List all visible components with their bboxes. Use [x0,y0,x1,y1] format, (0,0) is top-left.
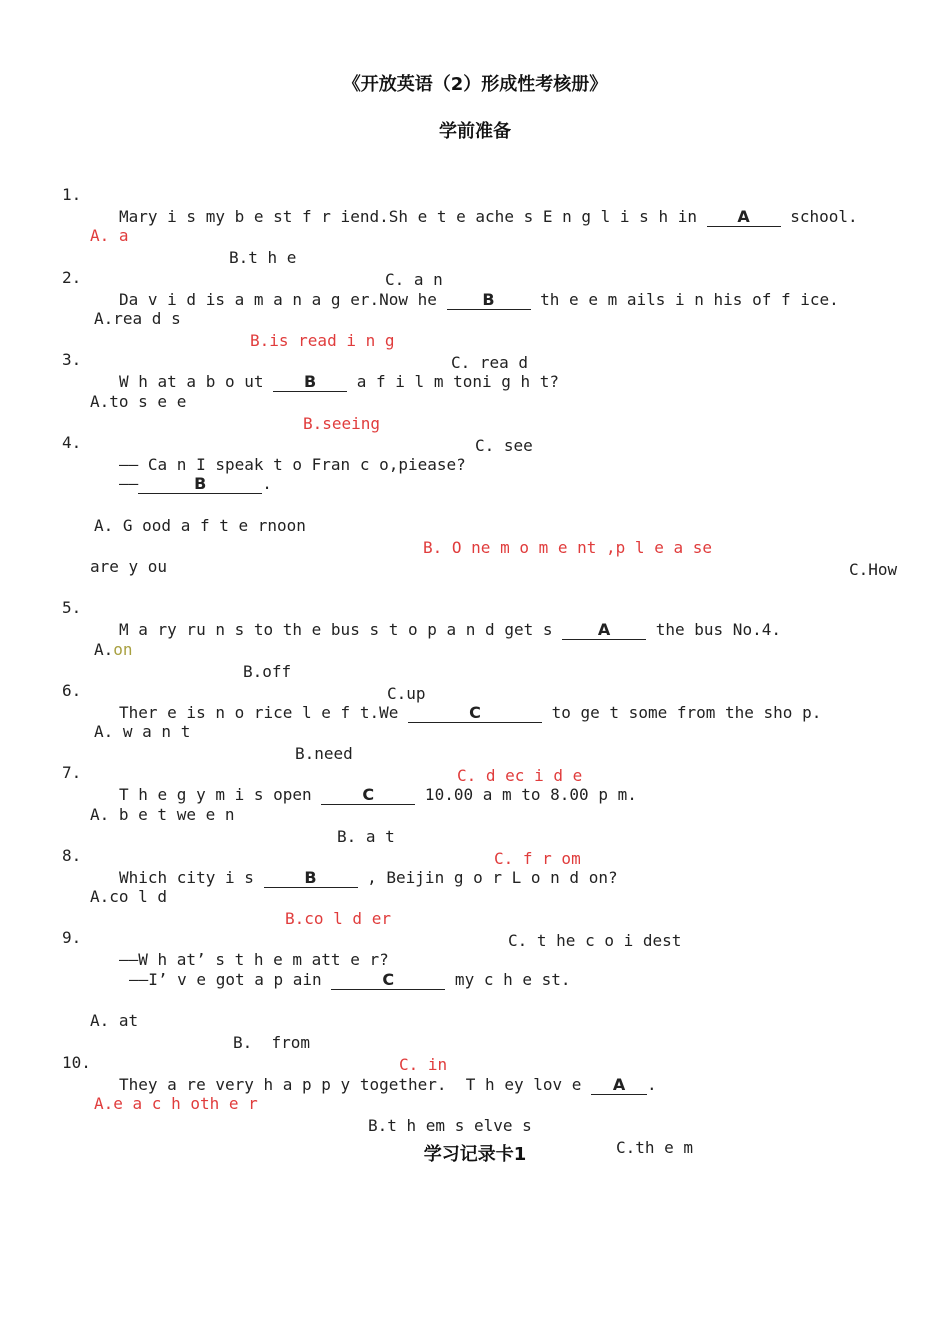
option-a-text: on [113,640,133,659]
question-text: T h e g y m i s open [119,785,322,804]
question-number: 2. [62,268,82,287]
option-b: B.t h e [229,248,297,267]
question-number: 9. [62,928,82,947]
question-4-reply [0,451,272,495]
option-b: B.co l d er [285,909,391,928]
answer-blank: A [707,207,781,227]
reply-text: ——I’ v e got a p ain [129,970,332,989]
option-a: A. G ood a f t e rnoon [94,516,306,535]
answer-blank: A [591,1075,647,1095]
question-text: Mary i s my b e st f r iend.Sh e t e ache s E n g l i s h in [119,207,707,226]
option-b: B. O ne m o m e nt ,p l e a se [423,538,712,557]
question-text-end: , Beijin g o r L o n d on? [357,868,618,887]
option-a: A. [94,640,114,659]
option-b: B. a t [337,827,395,846]
option-a: A. a [90,226,129,245]
answer-blank: C [321,785,415,805]
question-number: 6. [62,681,82,700]
option-a: A. b e t we e n [90,805,235,824]
question-text: Which city i s [119,868,264,887]
question-text-end: the bus No.4. [646,620,781,639]
question-number: 8. [62,846,82,865]
reply-dash: —— [119,474,139,493]
question-text: —— Ca n I speak t o Fran c o,piease? [119,455,466,474]
answer-blank: B [447,290,531,310]
question-text: Ther e is n o rice l e f t.We [119,703,408,722]
answer-blank: B [138,474,262,494]
question-text: ——W h at’ s t h e m att e r? [119,950,389,969]
option-c: C.How [849,560,898,579]
option-b: B. from [233,1033,311,1052]
option-c: C.up [387,684,426,703]
option-b: B.need [295,744,353,763]
option-c-continued: are y ou [90,557,168,576]
option-c: C. d ec i d e [457,766,583,785]
reply-end: my c h e st. [445,970,571,989]
question-text-end: a f i l m toni g h t? [347,372,560,391]
question-text-end: th e e m ails i n his of f ice. [530,290,839,309]
question-text-end: 10.00 a m to 8.00 p m. [415,785,637,804]
question-text: They a re very h a p p y together. T h ey lov e [119,1075,592,1094]
section-title-record-card: 学习记录卡1 [423,1144,527,1165]
answer-blank: B [264,868,358,888]
option-c: C. in [399,1055,448,1074]
question-number: 7. [62,763,82,782]
question-text: W h at a b o ut [119,372,274,391]
reply-end: . [262,474,272,493]
option-c: C.th e m [616,1138,694,1157]
answer-blank: B [273,372,347,392]
option-c: C. rea d [451,353,529,372]
question-number: 3. [62,350,82,369]
option-a: A.co l d [90,887,168,906]
question-number: 5. [62,598,82,617]
question-text-end: . [647,1075,657,1094]
option-a: A. at [90,1011,139,1030]
option-c: C. t he c o i dest [508,931,682,950]
option-c: C. a n [385,270,443,289]
answer-blank: C [331,970,445,990]
option-a: A.e a c h oth e r [94,1094,258,1113]
answer-blank: C [408,703,542,723]
question-number: 4. [62,433,82,452]
question-number: 10. [62,1053,91,1072]
option-a: A.rea d s [94,309,181,328]
option-c: C. see [475,436,533,455]
option-a: A.to s e e [90,392,187,411]
question-text-end: school. [780,207,858,226]
question-text: M a ry ru n s to th e bus s t o p a n d get s [119,620,563,639]
option-b: B.is read i n g [250,331,395,350]
options-4-wrap [0,534,168,578]
section-title-preparation: 学前准备 [439,121,511,142]
option-b: B.off [243,662,292,681]
option-b: B.seeing [303,414,381,433]
answer-blank: A [562,620,646,640]
question-number: 1. [62,185,82,204]
question-text: Da v i d is a m a n a g er.Now he [119,290,447,309]
option-b: B.t h em s elve s [368,1116,532,1135]
question-text-end: to ge t some from the sho p. [541,703,822,722]
option-c: C. f r om [494,849,581,868]
option-a: A. w a n t [94,722,191,741]
document-title: 《开放英语（2）形成性考核册》 [342,74,608,95]
